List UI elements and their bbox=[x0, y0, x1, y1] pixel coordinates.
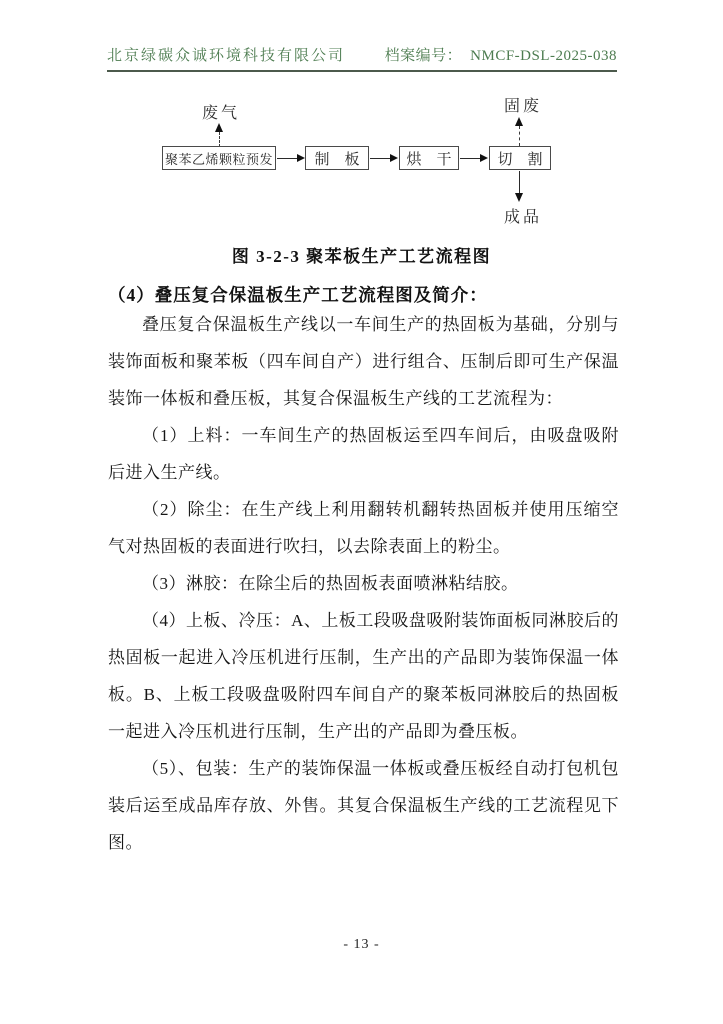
flow-line bbox=[370, 158, 391, 159]
flow-line-down bbox=[519, 171, 520, 194]
process-box-cutting: 切 割 bbox=[489, 146, 551, 170]
arrow-right-icon bbox=[390, 154, 398, 162]
flow-line bbox=[277, 158, 298, 159]
page-number: - 13 - bbox=[343, 937, 380, 952]
product-label: 成品 bbox=[504, 209, 543, 226]
arrow-right-icon bbox=[480, 154, 488, 162]
arrow-right-icon bbox=[297, 154, 305, 162]
company-name: 北京绿碳众诚环境科技有限公司 bbox=[107, 48, 346, 64]
arrow-up-icon bbox=[515, 117, 523, 126]
process-box-pre-expansion: 聚苯乙烯颗粒预发 bbox=[162, 146, 276, 170]
paragraph-step-4: （4）上板、冷压：A、上板工段吸盘吸附装饰面板同淋胶后的热固板一起进入冷压机进行压制，生产出的产品即为装饰保温一体板。B、上板工段吸盘吸附四车间自产的聚苯板同淋胶后的热固板一起进入冷压机进行压制，生产出的产品即为叠压板。 bbox=[108, 611, 619, 741]
paragraph-step-1: （1）上料：一车间生产的热固板运至四车间后，由吸盘吸附后进入生产线。 bbox=[108, 426, 619, 482]
paragraph-step-2: （2）除尘：在生产线上利用翻转机翻转热固板并使用压缩空气对热固板的表面进行吹扫，以去除表面上的粉尘。 bbox=[108, 500, 619, 556]
waste-gas-label: 废气 bbox=[202, 105, 241, 122]
dashed-line-waste-gas bbox=[219, 132, 220, 147]
solid-waste-label: 固废 bbox=[504, 98, 543, 115]
section-heading: （4）叠压复合保温板生产工艺流程图及简介： bbox=[108, 285, 488, 305]
arrow-down-icon bbox=[515, 193, 523, 202]
process-box-drying: 烘 干 bbox=[399, 146, 459, 170]
paragraph-step-3: （3）淋胶：在除尘后的热固板表面喷淋粘结胶。 bbox=[142, 574, 519, 593]
archive-label: 档案编号： bbox=[384, 48, 463, 64]
flow-line bbox=[460, 158, 481, 159]
body-text bbox=[108, 306, 619, 861]
arrow-up-icon bbox=[215, 123, 223, 132]
archive-value: NMCF-DSL-2025-038 bbox=[470, 48, 617, 64]
process-box-board-forming: 制 板 bbox=[305, 146, 369, 170]
process-flow-diagram bbox=[0, 0, 723, 240]
dashed-line-solid-waste bbox=[519, 126, 520, 146]
paragraph-step-5: （5）、包装：生产的装饰保温一体板或叠压板经自动打包机包装后运至成品库存放、外售。其复合保温板生产线的工艺流程见下图。 bbox=[108, 759, 619, 852]
paragraph-intro: 叠压复合保温板生产线以一车间生产的热固板为基础，分别与装饰面板和聚苯板（四车间自产）进行组合、压制后即可生产保温装饰一体板和叠压板，其复合保温板生产线的工艺流程为： bbox=[108, 315, 619, 408]
figure-caption: 图 3-2-3 聚苯板生产工艺流程图 bbox=[231, 247, 492, 266]
